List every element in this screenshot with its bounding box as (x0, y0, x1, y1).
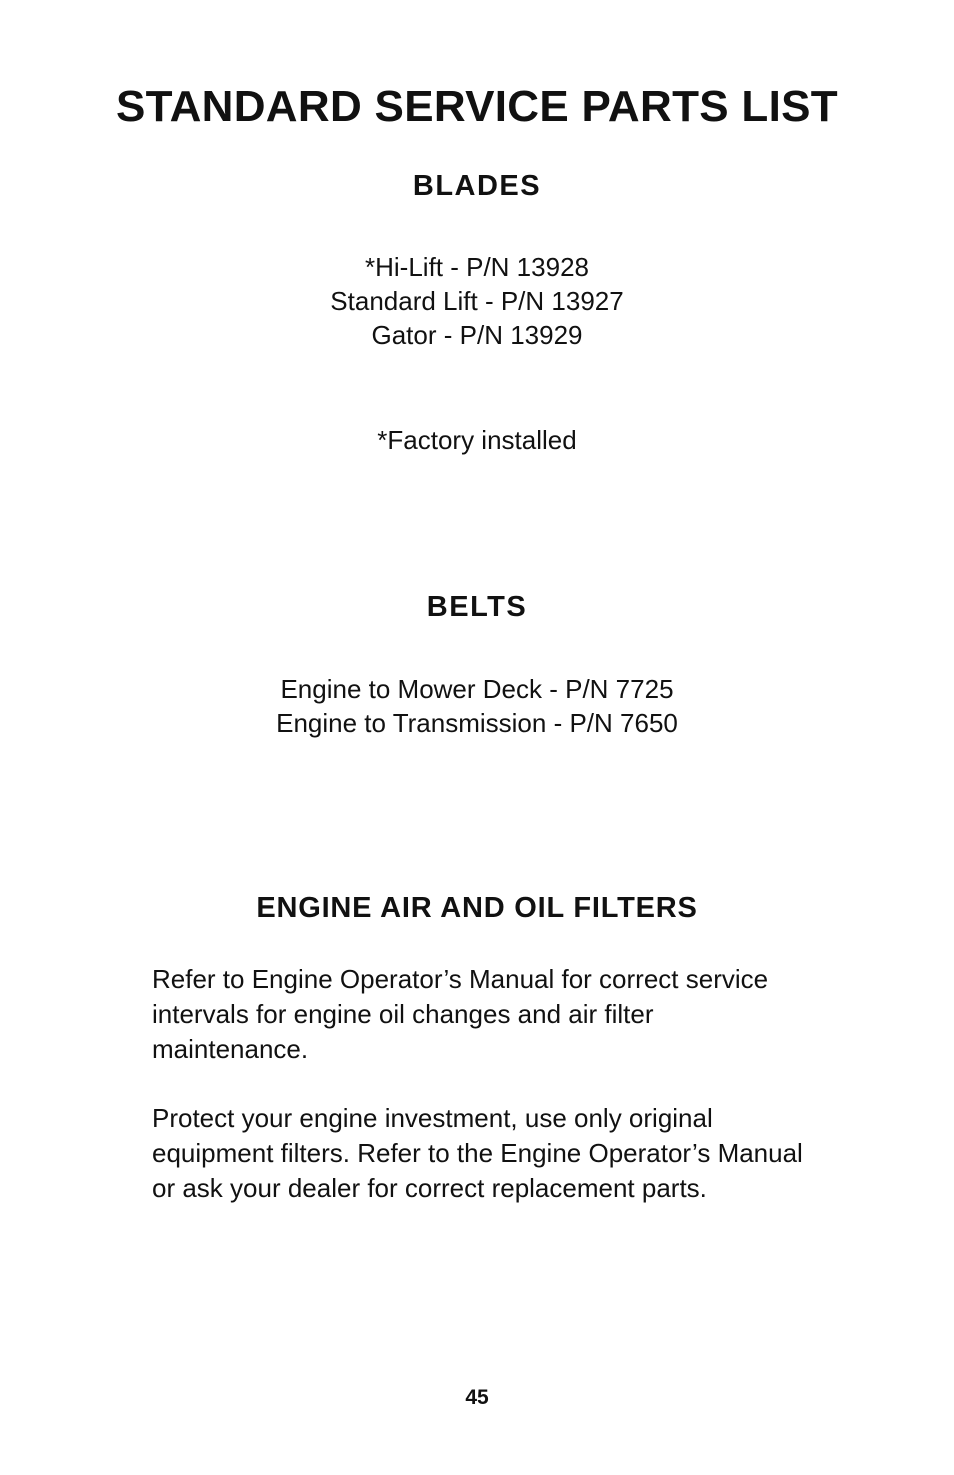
filters-paragraph-intervals: Refer to Engine Operator’s Manual for correct service intervals for engine oil changes and air filter maintenance. (152, 964, 769, 1064)
page-number: 45 (465, 1386, 489, 1409)
belts-heading: BELTS (426, 591, 528, 623)
blade-item-standard-lift: Standard Lift - P/N 13927 (330, 286, 624, 316)
blades-heading: BLADES (412, 170, 542, 202)
belt-item-transmission: Engine to Transmission - P/N 7650 (276, 708, 678, 738)
factory-installed-note: *Factory installed (377, 425, 577, 455)
blade-item-gator: Gator - P/N 13929 (371, 320, 583, 350)
filters-heading: ENGINE AIR AND OIL FILTERS (256, 892, 698, 924)
page-title: STANDARD SERVICE PARTS LIST (116, 82, 838, 131)
belt-item-mower-deck: Engine to Mower Deck - P/N 7725 (280, 674, 674, 704)
filters-paragraph-original-parts: Protect your engine investment, use only original equipment filters. Refer to the Engine Operator’s Manual or ask your dealer for correct replacement parts. (152, 1103, 803, 1203)
blade-item-hi-lift: *Hi-Lift - P/N 13928 (365, 252, 589, 282)
